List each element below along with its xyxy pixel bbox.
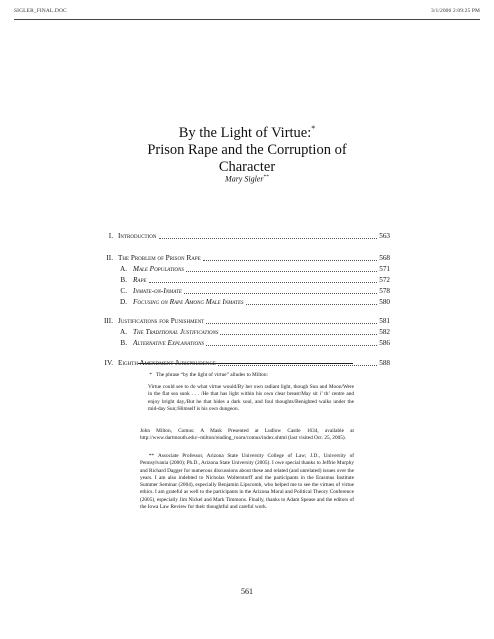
page-number: 561 (241, 587, 253, 596)
toc-leader-dots (246, 297, 377, 305)
header-filename: SIGLER_FINAL.DOC (14, 8, 67, 14)
title-line-3: Character (218, 158, 276, 175)
author-name: Mary Sigler (225, 174, 264, 184)
toc-leader-dots (159, 231, 377, 239)
toc-entry-label: Introduction (118, 232, 157, 240)
toc-entry-label: The Problem of Prison Rape (118, 254, 201, 262)
toc-entry (105, 253, 390, 263)
toc-entry-number: B. (120, 276, 127, 284)
toc-entry-label: Focusing on Rape Among Male Inmates (133, 298, 244, 306)
toc-entry-page: 571 (379, 265, 390, 273)
author-footnote-mark: ** (263, 174, 269, 180)
toc-entry (105, 275, 390, 285)
toc-entry-number: III. (104, 317, 113, 325)
toc-entry-number: D. (120, 298, 127, 306)
toc-entry-label: Male Populations (133, 265, 184, 273)
title-line-1: By the Light of Virtue: (178, 124, 312, 141)
footnote-star-2 (140, 453, 354, 511)
toc-leader-dots (220, 327, 377, 335)
toc-leader-dots (218, 358, 377, 366)
author-byline (40, 174, 454, 184)
toc-entry-page: 581 (379, 317, 390, 325)
toc-entry-label: Eighth Amendment Jurisprudence (118, 359, 216, 367)
toc-entry-label: Justifications for Punishment (118, 317, 205, 325)
footnote-star-1-text: The phrase “by the light of virtue” alludes to Milton: (156, 372, 268, 378)
milton-citation: John Milton, Comus: A Mask Presented at Ludlow Castle 1634, available at http://www.dartmouth.edu/~milton/reading_room/comus/index.shtml (last visited Oct. 25, 2005). (140, 428, 354, 442)
toc-entry-page: 582 (379, 328, 390, 336)
toc-entry (105, 327, 390, 337)
toc-leader-dots (206, 338, 377, 346)
toc-entry (105, 316, 390, 326)
toc-entry (105, 297, 390, 307)
toc-entry-number: A. (120, 265, 127, 273)
footnote-star-1 (140, 372, 354, 379)
title-line-2: Prison Rape and the Corruption of (147, 141, 347, 158)
header-rule (14, 19, 480, 20)
footnote-star-2-text: Associate Professor, Arizona State University College of Law; J.D., University of Pennsylvania (2000); Ph.D., Arizona State University (2005). I owe special thanks to Jeffrie Murphy and Richard Dagger for numerous discussions about these and related (and unrelated) issues over the years. I am also indebted to Nicholas Wolterstorff and the participants in the Erasmus Institute Summer Seminar (2004), especially Benjamin Lipscomb, who helped me to see the virtues of virtue ethics. I am grateful as well to the participants in the Arizona Moral and Political Theory Conference (2005), especially Jim Nickel and Mark Timmons. Finally, thanks to Adam Spease and the editors of the Iowa Law Review for their thoughtful and careful work. (140, 453, 354, 511)
toc-entry-label: The Traditional Justifications (133, 328, 219, 336)
toc-entry-label: Alternative Explanations (133, 339, 204, 347)
toc-entry-page: 586 (379, 339, 390, 347)
toc-entry-label: Inmate-on-Inmate (133, 287, 182, 295)
milton-quote: Virtue could see to do what virtue would/By her own radiant light, though Sun and Moon/Were in the flat sea sunk . . . /He that has light within his own clear breast/May sit i’ th’ centre and enjoy bright day,/But he that hides a dark soul, and foul thoughts/Benighted walks under the mid-day Sun;/Himself is his own dungeon. (148, 384, 354, 412)
toc-entry-page: 580 (379, 298, 390, 306)
toc-entry-number: II. (106, 254, 113, 262)
toc-entry-page: 568 (379, 254, 390, 262)
footnote-rule (138, 363, 353, 364)
toc-entry (105, 231, 390, 241)
toc-entry-number: A. (120, 328, 127, 336)
toc-entry-label: Rape (133, 276, 147, 284)
toc-entry-page: 578 (379, 287, 390, 295)
toc-leader-dots (206, 316, 377, 324)
toc-entry (105, 264, 390, 274)
article-title (40, 120, 454, 176)
toc-leader-dots (203, 253, 377, 261)
toc-entry-number: I. (108, 232, 113, 240)
title-footnote-mark: * (311, 124, 316, 133)
toc-entry-number: B. (120, 339, 127, 347)
header-timestamp: 3/1/2006 2:09:25 PM (431, 8, 480, 14)
footnote-mark-2: ** (148, 453, 154, 459)
toc-entry-number: C. (120, 287, 127, 295)
footnote-mark-1: * (149, 372, 152, 378)
toc-leader-dots (149, 275, 377, 283)
toc-entry-page: 572 (379, 276, 390, 284)
running-header (14, 8, 480, 18)
toc-entry-number: IV. (104, 359, 113, 367)
toc-leader-dots (184, 286, 377, 294)
toc-entry-page: 588 (379, 359, 390, 367)
toc-leader-dots (186, 264, 377, 272)
toc-entry (105, 286, 390, 296)
toc-entry (105, 338, 390, 348)
toc-entry-page: 563 (379, 232, 390, 240)
